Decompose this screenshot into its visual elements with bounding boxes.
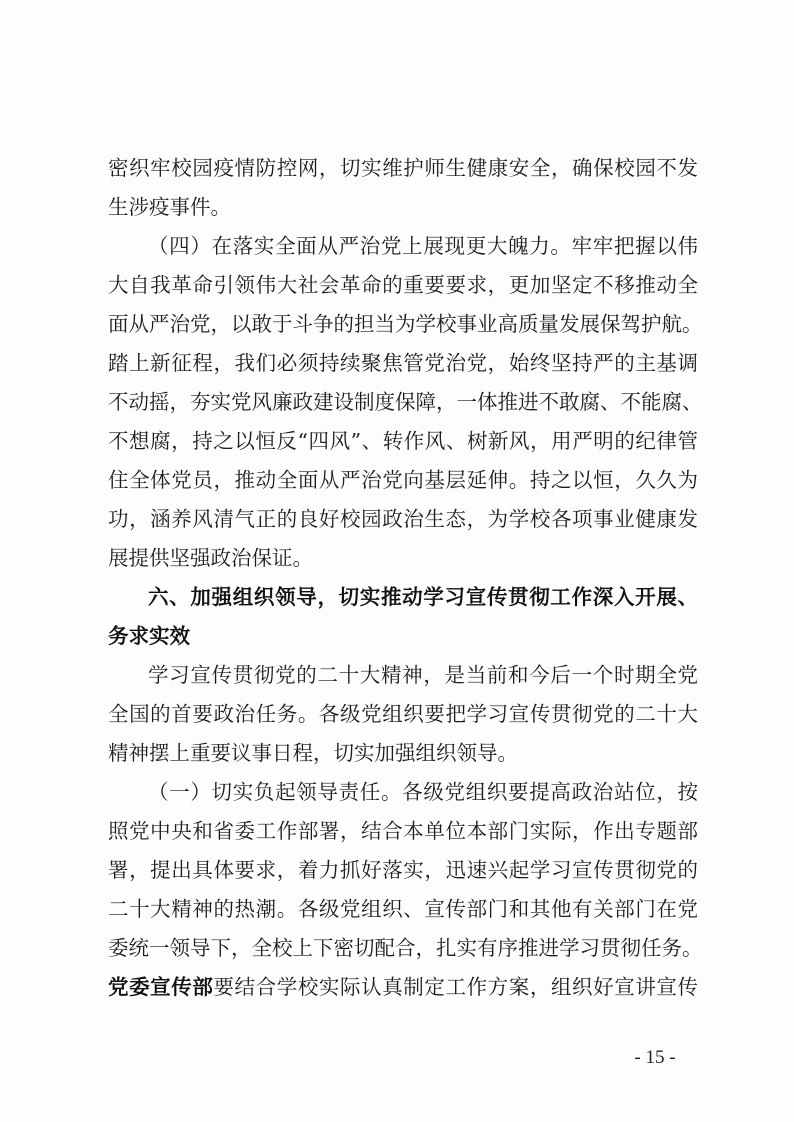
text-line-rest: 要结合学校实际认真制定工作方案，组织好宣讲宣传 (213, 975, 699, 999)
department-name: 党委宣传部 (108, 975, 214, 999)
text-line: 展提供坚强政治保证。 (108, 546, 313, 570)
page-number: - 15 - (634, 1047, 676, 1068)
section-six-heading-continued: 务求实效 (108, 624, 190, 648)
text-line: 面从严治党，以敢于斗争的担当为学校事业高质量发展保驾护航。 (108, 312, 703, 336)
text-line: 大自我革命引领伟大社会革命的重要要求，更加坚定不移推动全 (108, 273, 698, 297)
text-line: 全国的首要政治任务。各级党组织要把学习宣传贯彻党的二十大 (108, 702, 698, 726)
section-six-heading: 六、加强组织领导，切实推动学习宣传贯彻工作深入开展、 (148, 585, 698, 609)
text-line: 学习宣传贯彻党的二十大精神，是当前和今后一个时期全党 (148, 663, 698, 687)
text-line: 不动摇，夯实党风廉政建设制度保障，一体推进不敢腐、不能腐、 (108, 390, 703, 414)
text-line: 二十大精神的热潮。各级党组织、宣传部门和其他有关部门在党 (108, 897, 698, 921)
text-line: 生涉疫事件。 (108, 195, 231, 219)
text-line: 不想腐，持之以恒反“四风”、转作风、树新风，用严明的纪律管 (108, 429, 698, 453)
text-line: 踏上新征程，我们必须持续聚焦管党治党，始终坚持严的主基调 (108, 351, 698, 375)
text-line (108, 974, 698, 1000)
text-line: 密织牢校园疫情防控网，切实维护师生健康安全，确保校园不发 (108, 156, 698, 180)
text-line: 署，提出具体要求，着力抓好落实，迅速兴起学习宣传贯彻党的 (108, 858, 698, 882)
text-line: 照党中央和省委工作部署，结合本单位本部门实际，作出专题部 (108, 819, 698, 843)
text-line: 住全体党员，推动全面从严治党向基层延伸。持之以恒，久久为 (108, 468, 698, 492)
text-line: 委统一领导下，全校上下密切配合，扎实有序推进学习贯彻任务。 (108, 936, 703, 960)
text-line: 功，涵养风清气正的良好校园政治生态，为学校各项事业健康发 (108, 507, 698, 531)
subsection-one-heading-line: （一）切实负起领导责任。各级党组织要提高政治站位，按 (148, 780, 698, 804)
text-line: 精神摆上重要议事日程，切实加强组织领导。 (108, 741, 518, 765)
section-four-heading-line: （四）在落实全面从严治党上展现更大魄力。牢牢把握以伟 (148, 234, 698, 258)
